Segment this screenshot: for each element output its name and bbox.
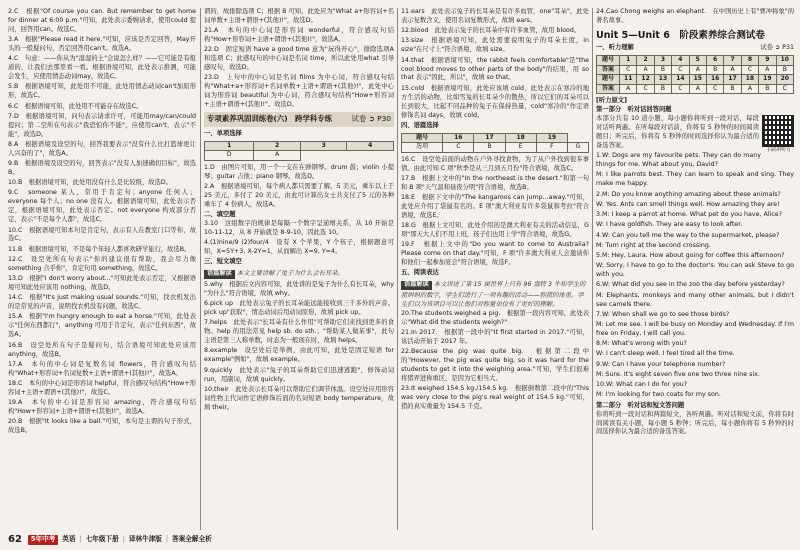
answer-item: 8.M: What's wrong with you? (596, 340, 687, 348)
table-cell: C (637, 84, 654, 94)
footer-separator: | (165, 535, 169, 544)
brand-logo: 5年中考 (28, 535, 58, 544)
table-cell: C (672, 65, 689, 75)
answer-item: 20.B 根据"It looks like a ball."可知，本句是主谓的句子形式，故选B。 (8, 418, 196, 435)
table-cell: A (759, 65, 776, 75)
tapescript-label: [听力原文] (596, 97, 627, 105)
answer-item: 9.B 根据语境及设空的句，回答表示"没有人加速确切目标"，故选B。 (8, 160, 196, 177)
footer-separator: | (79, 535, 82, 544)
answer-item: 9.C someone 某人，常用于肯定句；anyone 任何人；everyone 每个人；no one 没有人。根据语境可知，此处表示否定，根据语境可知，此处表示否定。not everyone 构成部分否定，表示"不是每个人都"，故选C。 (8, 189, 196, 224)
subheading-passage-fill: 三、短文填空 (204, 258, 242, 266)
table-cell: 19 (759, 75, 776, 85)
section-title: 专项素养巩固训练卷(六) 跨学科专练 (207, 114, 333, 124)
answer-item: 2.A 根据语境可知，每个病人都只需要了解。5 美元，乘车以上于 25 美元，多付了 20 美元，由此可计算出女士共支付了5 元的各种乘车了 4 份病人，故选A。 (204, 182, 394, 208)
answer-table-header (205, 141, 394, 151)
answer-item: 17.A 本句的中心词是复数名词 flowers，符合感叹句结构"What+形容词+名词复数+主语+谓语+(其他)!"，故选A。 (8, 360, 196, 377)
answer-item: 11.B 根据语境可知，不是每个年轻人都喜欢研学旅行，故选B。 (8, 245, 191, 253)
answer-item: 5.M: Hey, Laura. How about going for coffee this afternoon? (596, 252, 785, 260)
answer-item: W: Sorry, I have to go to the doctor's. You can ask Steve to go with you. (596, 262, 794, 279)
answer-item: 9.W: Can I have your telephone number? (596, 360, 726, 368)
table-cell: 8 (741, 56, 758, 66)
answer-item: 10.W: What can I do for you? (596, 381, 688, 389)
col3-answers-reading (401, 310, 589, 412)
table-cell: C (672, 84, 689, 94)
answer-item: 9.quickly 此处表示"兔子的耳朵帮助它们迅速逃跑"，修饰动词 run，用副词，故填 quickly。 (204, 366, 394, 383)
subheading-passage-choice: 四、语篇选择 (401, 121, 439, 129)
table-row (597, 75, 794, 85)
subheading-fill-blank: 二、填空题 (204, 210, 236, 218)
column-4 (596, 8, 794, 532)
table-cell: 6 (706, 56, 723, 66)
table-cell: B (474, 143, 505, 153)
answer-item: M: Sure. It's eight seven five one two three nine six. (596, 370, 760, 378)
unit-title-text: Unit 5—Unit 6 阶段素养综合测试卷 (596, 29, 765, 41)
answer-item: 2.C 根据"Of course you can. But remember to get home for dinner at 6:00 p.m."可知，此处表示委婉请求，使用could 提问，回答用can。故选C。 (8, 8, 196, 33)
answer-item: 5.B 根据语境可知，此处用不可能，此处用情态动词can't加原形形，故选C。 (8, 83, 196, 100)
table-cell: 4 (672, 56, 689, 66)
answer-item: M: Turn right at the second crossing. (596, 241, 711, 249)
answer-item: 15.A 根据"I'm hungry enough to eat a horse."可知，此处表示"任何东西都行"，anything 可用于肯定句，表示"任何东西"，故选A。 (8, 313, 196, 339)
answer-item: W: I have goldfish. They are easy to look after. (596, 221, 743, 229)
listening-answer-table (596, 55, 794, 94)
table-cell: E (505, 143, 536, 153)
column-divider (397, 8, 398, 530)
page-footer (8, 534, 408, 546)
qr-caption: 扫码听听力 (767, 148, 791, 154)
table-cell: 选项 (402, 143, 443, 153)
section-reference: 试卷 ➲ P30 (351, 114, 391, 124)
table-cell: C (776, 84, 793, 94)
table-cell: 题号 (402, 133, 443, 143)
answer-item: 8.example 设空处后是举例，由此可知，此处是固定短语 for example"例如"，故填 example。 (204, 347, 394, 364)
table-cell: 16 (706, 75, 723, 85)
table-cell: 18 (741, 75, 758, 85)
column-1 (8, 8, 196, 532)
answer-item: 18.E 根据下文中的"The kangaroos can jump...away."可知，此处应介绍了袋鼠有名的。E 项"澳大利亚有许多袋鼠和考拉"符合语境，故选E。 (401, 194, 589, 219)
answer-item: M: I like parrots best. They can learn to speak and sing. They make me happy. (596, 171, 794, 188)
answer-item: 10.B 根据语境可知，此处用没有什么是比较级，故选D。 (8, 179, 173, 187)
column-divider (592, 8, 593, 530)
col2-answers-passage-fill (204, 281, 394, 413)
table-cell: 4 (347, 141, 394, 151)
answer-item: 3.10 这组数字的规律是每隔一个数字呈递增关系，从 10 开始是 10-11-12，从 8 开始就是 8-9-10，因此选 10。 (204, 219, 394, 236)
table-cell: A (620, 84, 637, 94)
table-cell: 3 (654, 56, 671, 66)
answer-item: 20.The students weighed a pig. 根据第一段内容可知，此处表示"What did the students weigh?" (401, 310, 589, 326)
table-cell: C (706, 84, 723, 94)
table-cell: 20 (776, 75, 793, 85)
subheading-reading-expression: 五、阅读表达 (401, 269, 439, 277)
answer-item: M: Elephants, monkeys and many other animals, but I didn't see camels there. (596, 291, 794, 308)
table-cell: A (741, 84, 758, 94)
answer-item: 10.their 此处表示长耳朵可以帮助它们调节体温。设空处应用形容词性物主代词作定语修饰后面的名词短语 body temperature，故填 their。 (204, 385, 394, 411)
answer-item: 19.A 本句的中心词是形容词 amazing，符合感叹句结构"How+形容词+主语+谓语+(其他)!"，故选A。 (8, 399, 196, 416)
answer-item: 3.M: I keep a parrot at home. What pet do you have, Alice? (596, 211, 782, 219)
answer-table-row (402, 143, 589, 153)
table-cell: 答案 (597, 84, 620, 94)
answer-item: 1.D 由图片可知，用一个一支在在弹钢琴。drum 鼓；violin 小提琴；guitar 吉他；piano 钢琴。故选D。 (204, 163, 394, 180)
answer-item: 5.why 根据后文内容可知，此处讲的是兔子为什么有长耳朵，why "为什么"符合语境，故填 why。 (204, 280, 394, 297)
table-cell: B (654, 84, 671, 94)
col3-answers-passage-choice (401, 156, 589, 268)
answer-item: 7.W: When shall we go to see those birds? (596, 310, 730, 318)
column-divider (200, 8, 201, 530)
passage-analysis-note: 本文讲述了第 15 届世界上只有 96 盎特 3 牛和学生的猪妈妈的数字，学生们进行了一项有趣的活动——称猪的体重。学生们以为该项目可以让他们对称量单位有了更好的理解。 (401, 281, 586, 309)
table-cell: B (759, 84, 776, 94)
answer-item: M: I'm looking for two coats for my son. (596, 391, 721, 399)
table-cell: B (654, 65, 671, 75)
footer-subject: 英语 (62, 535, 76, 544)
answer-item: 21.In 2017. 根据第一段中的"It first started in 2017."可知，该活动开始于 2017 年。 (401, 329, 589, 346)
col2-answers-single-choice (204, 164, 394, 210)
answer-item: 22.Because the pig was quite big. 根据第二段中的"However, the pig was quite big, so it was hard for the students to get it into the weighing area."可知，学生们很难将猪弄进称重区，是因为它相当大。 (401, 348, 589, 383)
answer-item: 谓的，故排除选项 C；根据 B 可知，此处应为"What a+形容词+名词单数+主语+谓语+(其他)!"，故选D。 (204, 8, 394, 24)
table-row (597, 84, 794, 94)
table-cell: 2 (254, 141, 301, 151)
answer-item: 1.W: Dogs are my favourite pets. They can do many things for me. What about you, David? (596, 152, 761, 169)
table-cell: G (567, 143, 588, 153)
col3-top-answers (401, 8, 589, 120)
answer-table-1 (204, 141, 394, 161)
table-cell: 17 (474, 133, 505, 143)
answer-table-2 (401, 133, 589, 153)
answer-item: 8.A 根据语境及设空的句，回答我要表示"没有什么比打篮球更让人兴奋的了"，故选A。 (8, 140, 196, 157)
answer-item: 22.D 固定短语 have a good time 意为"玩得开心"，排除选项A 和选项 C；此感叹句的中心词是名词 time，所以此处用what 引导感叹句，故选D。 (204, 46, 394, 72)
table-cell: B (706, 65, 723, 75)
table-cell: 14 (672, 75, 689, 85)
table-cell: 10 (776, 56, 793, 66)
answer-item: 13.D 根据"I don't worry about..."可知此处表示否定，又根据语境可知此处应该用 nothing，故选D。 (8, 275, 196, 292)
table-cell: 1 (205, 141, 254, 151)
table-cell: D (205, 151, 254, 161)
table-cell: C (620, 65, 637, 75)
table-cell: 3 (300, 141, 347, 151)
table-cell: 17 (724, 75, 741, 85)
answer-item: 16.C 设空处前面的动物在户外寻找食物，为了从户外找到很多事情。由此可知 C 项"秋季是从三月到五月份"符合语境，故选C。 (401, 155, 589, 172)
answer-item: 23.D 上句中的中心词是名词 films 为中心词，符合感叹句结构"What+a+形容词+名词单数+主语+谓语+(其他)!"，此处中心词为形容词 beautiful 为中心词，符合感叹句结构"How+形容词+主语+谓语+(其他)!"。故选D。 (204, 74, 394, 109)
passage-analysis-tag: 语篇解读 (401, 281, 432, 290)
table-cell: 7 (724, 56, 741, 66)
table-cell: 答案 (597, 65, 620, 75)
answer-item: 6.C 根据语境可知，此处用不可能存在故选C。 (8, 102, 143, 110)
answer-table-header (402, 133, 589, 143)
part2-intro: 你将听到一段对话和两篇短文，各听两遍。听对话和短文前，你将有时间阅读有关小题，每小题 5 秒钟；听完后，每小题你将有 5 秒钟的时间选择你认为最合适的备选答案。 (596, 410, 794, 436)
answer-item: 11.ears 此处表示兔子的长耳朵是有许多血管，one"耳朵"，此处表示复数含义，使用名词复数形式，故填 ears。 (401, 8, 589, 24)
table-cell: A (637, 65, 654, 75)
answer-item: W: I can't sleep well. I feel tired all the time. (596, 350, 735, 358)
qr-code-icon[interactable] (762, 115, 794, 147)
table-cell: 15 (689, 75, 706, 85)
table-cell: B (724, 84, 741, 94)
table-cell: 9 (759, 56, 776, 66)
table-cell: 12 (637, 75, 654, 85)
answer-item: 6.W: What did you see in the zoo the day before yesterday? (596, 281, 785, 289)
dialogue-list (596, 152, 794, 400)
table-cell: 13 (654, 75, 671, 85)
section-title-banner (204, 112, 394, 127)
table-row (597, 65, 794, 75)
passage-analysis-tag: 语篇解读 (204, 270, 235, 279)
table-cell: 2 (637, 56, 654, 66)
part2-title: 第二部分 听对话和短文答问题 (596, 401, 685, 409)
footer-separator: | (122, 535, 125, 544)
col2-answers-fill-blank (204, 220, 394, 257)
answer-item: 4.C 句意：——你从为"湿湿的土"会说怎么样？——它可能是有报道的，让我们去那里看一看。根据语境可知，此处表示推测，可能会发生，应使用情态动词may，故选C。 (8, 55, 196, 81)
column-3 (401, 8, 589, 532)
table-cell: 16 (443, 133, 474, 143)
table-cell: F (536, 143, 567, 153)
subheading-listening: 一、听力理解 (596, 44, 634, 52)
answer-item: 21.A 本句的中心词是形容词 wonderful，符合感叹句结构"How+形容词+主语+谓语+(其他)!"，故选A。 (204, 27, 394, 44)
answer-item: 10.C 根据语境可知本句是肯定句，表示有人在教室门口等你，故选C。 (8, 226, 196, 243)
answer-item: 14.that 根据语境可知，the rabbit feels comfortable"是"the cool blood moves to other parts of the body"的结果，用 so that 表示"因此，所以"，故填 so that。 (401, 56, 589, 82)
answer-item: M: Let me see. I will be busy on Monday and Wednesday. If I'm free on Friday, I will call you. (596, 321, 794, 338)
part1-intro: 本部分共有 10 道小题，每小题你将听到一段对话，每段对话听两遍。在听每段对话前，你将有 5 秒钟的时间阅读题目；听完后，你将有 5 秒钟的时间选择你认为最合适的备选答案。 (596, 115, 759, 150)
answer-item: 4.(1)nine/9 (2)four/4 设有 X 个苹果，Y 个孩子，根据题意可知，X=5Y+3, X-2Y=1，从而解出 X=9, Y=4。 (204, 239, 394, 256)
table-cell: A (689, 84, 706, 94)
footer-grade: 七年级下册 (85, 535, 119, 544)
answer-item: 7.D 根据语境可知，问句表示请求许可，可能用may/can/could提问；第二空所在句表示"我恐怕你不能"，应使用can't，表示"不能"，故选D。 (8, 112, 196, 138)
subheading-single-choice: 一、单项选择 (204, 129, 242, 137)
answer-item: 2.M: Do you know anything amazing about these animals? (596, 190, 781, 198)
answer-item: 16.B 设空处所在句子是疑问句，结合语境可知此处应该用 anything，故选B。 (8, 341, 196, 358)
col2-top-answers (204, 8, 394, 110)
answer-item: 19.F 根据上文中的"Do you want to come to Australia? Please come on that day."可知，F 项"许多澳大利亚人会邀请你和他们一起参加宴会"符合语境，故选F。 (401, 241, 589, 267)
table-cell: 18 (505, 133, 536, 143)
table-cell: A (254, 151, 301, 161)
table-cell: C (443, 143, 474, 153)
footer-edition: 译林牛津版 (128, 535, 162, 544)
table-cell: 11 (620, 75, 637, 85)
answer-item: 4.W: Can you tell me the way to the supermarket, please? (596, 231, 780, 239)
answer-item: 17.B 根据上文中的"In the northeast is the desert."和第一句和 B 项"天气温和昼夜分明"符合语境，故选B。 (401, 174, 589, 191)
table-cell: A (724, 65, 741, 75)
answer-item: 12.blood 此处表示兔子的长耳朵中有许多血管，故用 blood。 (401, 27, 581, 35)
answer-item: 6.pick up 此处表示兔子的长耳朵能远能接收到三千多外的声音。pick up"获取"，情态动词后用动词原形，故填 pick up。 (204, 300, 394, 317)
footer-label: 答案全解全析 (172, 535, 212, 544)
table-cell: A (689, 65, 706, 75)
answer-item: 3.A 根据"Please read it here."可知，应该是否定回答，May开头的一般疑问句，否定回答用can't。故选A。 (8, 36, 196, 53)
table-cell: B (776, 65, 793, 75)
unit-reference: 试卷 ➲ P31 (760, 44, 794, 52)
answer-item: 7.helps 此处表示"长耳朵有什么作用"可帮助它们来找到更多的食物。help 的用法常见 help sb. do sth.；"帮助某人做某事"，此句主语是第三人称单数，时态为一般现在时，故填 helps。 (204, 319, 394, 345)
table-row (597, 56, 794, 66)
answer-item: 12.C 设空处所在句表示"你的建议很有帮助，我会尽力像 something 合乎你"，肯定句用 something，故选C。 (8, 255, 196, 272)
answer-item: 18.C 本句的中心词是形容词 helpful，符合感叹句结构"How+形容词+主语+谓语+(其他)!"，故选C。 (8, 379, 196, 396)
table-cell: 题号 (597, 75, 620, 85)
column-2 (204, 8, 394, 532)
table-cell: 1 (620, 56, 637, 66)
answer-item: 23.It weighed 154.5 kg./154.5 kg. 根据倒数第二段中的"This was very close to the pig's real weight of 154.5 kg."可知，猪的真实重量为 154.5 千克。 (401, 385, 589, 411)
answer-item: 15.cold 根据语境可知，此处应该填 cold，此处表示在寒冷的地方生活的动物，比如雪兔的长耳朵少的散热，所以它们的耳朵可以长到很大，比起不同品种的兔子在保持热量，cold"寒冷的"作定语修饰名词 days，故填 cold。 (401, 84, 589, 119)
part1-title: 第一部分 听对话回答问题 (596, 106, 672, 114)
answer-item: 14.C 根据"It's just making usual sounds."可知，找衣机发出的是常见的声音，说明找衣机没有问题，故选C。 (8, 294, 196, 311)
answer-item: 13.size 根据语境可知，此处需要说明兔子的耳朵长度，in size"在尺寸上"符合语境，故填 size。 (401, 37, 589, 54)
answer-item: W: Yes. Ants can smell things well. How amazing they are! (596, 200, 780, 208)
passage-analysis-note: 本文主要讲解了兔子为什么会长耳朵。 (236, 270, 344, 278)
table-cell: 19 (536, 133, 567, 143)
answer-table-row (205, 151, 394, 161)
table-cell: 5 (689, 56, 706, 66)
answer-item: 24.Cao Chong weighs an elephant. 在中国历史上有"曹冲称象"的著名故事。 (596, 8, 794, 24)
answer-item: 18.G 根据上文可知，此处介绍的是澳大利亚有关的活动信息，G 项"那天大人们不用上班，孩子们也用上学"符合语境，故选G。 (401, 222, 589, 239)
page-number: 62 (8, 533, 22, 545)
table-cell: C (741, 65, 758, 75)
table-cell: 题号 (597, 56, 620, 66)
